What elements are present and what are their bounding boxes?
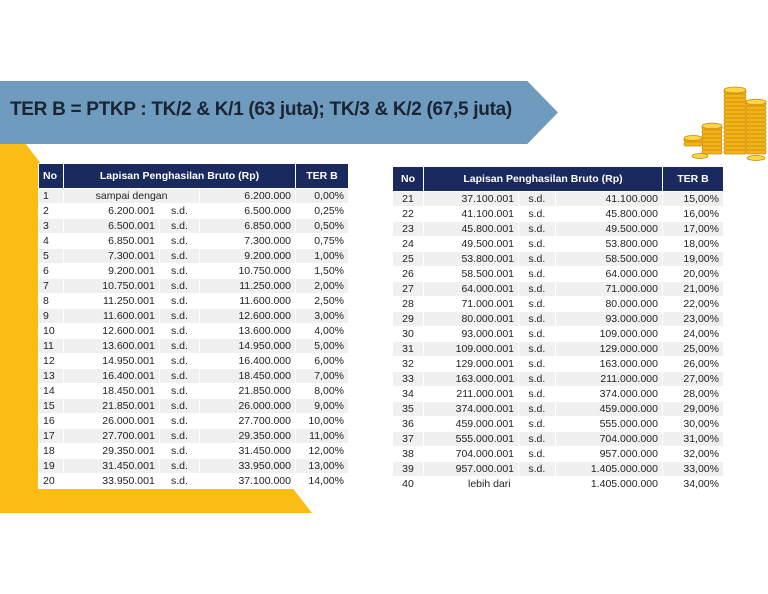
table-row [393,402,724,417]
row-number: 40 [393,477,424,492]
row-number: 14 [39,384,64,399]
range-sd: s.d. [519,342,556,357]
table-row [393,357,724,372]
row-number: 38 [393,447,424,462]
range-to: 80.000.000 [555,297,662,312]
table-row [393,267,724,282]
range-sd: s.d. [159,219,199,234]
ter-rate: 26,00% [663,357,724,372]
range-from: 6.850.001 [64,234,160,249]
table-row [39,294,349,309]
table-row [393,462,724,477]
range-sd: s.d. [159,414,199,429]
range-sd: s.d. [519,327,556,342]
table-row [39,189,349,204]
table-row [39,369,349,384]
ter-rate: 34,00% [663,477,724,492]
range-sd: s.d. [159,324,199,339]
range-from: 41.100.001 [424,207,519,222]
row-number: 15 [39,399,64,414]
range-from: 71.000.001 [424,297,519,312]
range-from: 14.950.001 [64,354,160,369]
range-sd: s.d. [159,234,199,249]
range-from: 129.000.001 [424,357,519,372]
range-to: 58.500.000 [555,252,662,267]
range-to: 163.000.000 [555,357,662,372]
table-row [39,234,349,249]
ter-rate: 1,00% [296,249,349,264]
range-from: 11.600.001 [64,309,160,324]
ter-rate: 19,00% [663,252,724,267]
range-from: 45.800.001 [424,222,519,237]
table-header-row [393,167,724,192]
range-from: 12.600.001 [64,324,160,339]
range-sd: s.d. [159,384,199,399]
range-sd: s.d. [519,312,556,327]
table-row [393,327,724,342]
ter-rate: 20,00% [663,267,724,282]
range-from: 109.000.001 [424,342,519,357]
ter-rate: 21,00% [663,282,724,297]
range-to: 27.700.000 [200,414,296,429]
col-header-range: Lapisan Penghasilan Bruto (Rp) [424,167,663,192]
range-to: 6.200.000 [200,189,296,204]
ter-rate: 0,25% [296,204,349,219]
table-row [393,297,724,312]
range-sd: s.d. [519,387,556,402]
table-row [39,279,349,294]
col-header-no: No [393,167,424,192]
col-header-no: No [39,164,64,189]
table-row [39,249,349,264]
row-number: 27 [393,282,424,297]
range-from: 31.450.001 [64,459,160,474]
row-number: 26 [393,267,424,282]
row-number: 5 [39,249,64,264]
range-from: 13.600.001 [64,339,160,354]
row-number: 23 [393,222,424,237]
table-row [393,237,724,252]
row-number: 37 [393,432,424,447]
row-number: 18 [39,444,64,459]
range-sd: s.d. [519,252,556,267]
range-to: 49.500.000 [555,222,662,237]
row-number: 21 [393,192,424,207]
range-to: 33.950.000 [200,459,296,474]
range-to: 7.300.000 [200,234,296,249]
row-number: 28 [393,297,424,312]
range-sd: s.d. [159,399,199,414]
range-from: 9.200.001 [64,264,160,279]
range-sd: s.d. [159,369,199,384]
page-title: TER B = PTKP : TK/2 & K/1 (63 juta); TK/3 & K/2 (67,5 juta) [10,99,512,120]
range-to: 704.000.000 [555,432,662,447]
ter-rate: 25,00% [663,342,724,357]
ter-rate: 0,00% [296,189,349,204]
row-number: 29 [393,312,424,327]
ter-rate: 11,00% [296,429,349,444]
ter-table-left [38,163,349,489]
range-to: 11.250.000 [200,279,296,294]
ter-rate: 10,00% [296,414,349,429]
ter-rate: 16,00% [663,207,724,222]
ter-rate: 27,00% [663,372,724,387]
ter-rate: 2,00% [296,279,349,294]
range-sd: s.d. [519,462,556,477]
ter-rate: 0,75% [296,234,349,249]
range-from: 33.950.001 [64,474,160,489]
range-to: 13.600.000 [200,324,296,339]
ter-rate: 32,00% [663,447,724,462]
range-to: 29.350.000 [200,429,296,444]
ter-rate: 15,00% [663,192,724,207]
range-to: 555.000.000 [555,417,662,432]
row-number: 4 [39,234,64,249]
col-header-ter: TER B [296,164,349,189]
table-row [39,429,349,444]
range-to: 41.100.000 [555,192,662,207]
table-row [39,384,349,399]
row-number: 30 [393,327,424,342]
ter-rate: 24,00% [663,327,724,342]
gold-coins-icon [680,82,768,162]
range-to: 129.000.000 [555,342,662,357]
row-number: 35 [393,402,424,417]
range-to: 53.800.000 [555,237,662,252]
range-from: 18.450.001 [64,384,160,399]
range-to: 21.850.000 [200,384,296,399]
range-sd: s.d. [519,282,556,297]
range-to: 1.405.000.000 [555,477,662,492]
table-row [393,342,724,357]
range-to: 459.000.000 [555,402,662,417]
range-sd: s.d. [519,432,556,447]
ter-rate: 5,00% [296,339,349,354]
table-row [39,264,349,279]
range-to: 16.400.000 [200,354,296,369]
range-sd: s.d. [519,372,556,387]
table-row [393,432,724,447]
range-to: 109.000.000 [555,327,662,342]
range-to: 31.450.000 [200,444,296,459]
range-sd: s.d. [159,249,199,264]
range-from: 555.000.001 [424,432,519,447]
table-row [393,252,724,267]
range-from: 27.700.001 [64,429,160,444]
range-sd: s.d. [159,354,199,369]
ter-rate: 30,00% [663,417,724,432]
range-to: 93.000.000 [555,312,662,327]
row-number: 1 [39,189,64,204]
range-from: 37.100.001 [424,192,519,207]
range-from: 64.000.001 [424,282,519,297]
range-from: 58.500.001 [424,267,519,282]
ter-rate: 28,00% [663,387,724,402]
table-row [393,372,724,387]
range-to: 1.405.000.000 [555,462,662,477]
range-from: 957.000.001 [424,462,519,477]
row-number: 25 [393,252,424,267]
row-number: 36 [393,417,424,432]
table-row [39,414,349,429]
range-sd: s.d. [159,474,199,489]
table-row [39,309,349,324]
row-number: 17 [39,429,64,444]
range-sd: s.d. [159,444,199,459]
range-from: 211.000.001 [424,387,519,402]
range-to: 26.000.000 [200,399,296,414]
row-number: 24 [393,237,424,252]
row-number: 3 [39,219,64,234]
ter-rate: 17,00% [663,222,724,237]
table-row [393,387,724,402]
range-to: 211.000.000 [555,372,662,387]
range-to: 12.600.000 [200,309,296,324]
row-number: 10 [39,324,64,339]
range-to: 11.600.000 [200,294,296,309]
range-sd: s.d. [519,402,556,417]
table-row [393,417,724,432]
range-sd: s.d. [519,267,556,282]
ter-rate: 8,00% [296,384,349,399]
range-sd: s.d. [519,297,556,312]
table-row [39,354,349,369]
row-number: 31 [393,342,424,357]
ter-rate: 18,00% [663,237,724,252]
ter-table-right [392,166,724,492]
table-row [393,447,724,462]
ter-rate: 23,00% [663,312,724,327]
range-from: 6.200.001 [64,204,160,219]
ter-rate: 0,50% [296,219,349,234]
ter-rate: 2,50% [296,294,349,309]
ter-rate: 9,00% [296,399,349,414]
row-number: 16 [39,414,64,429]
table-row [393,282,724,297]
range-sd: s.d. [159,429,199,444]
table-row [393,312,724,327]
row-number: 8 [39,294,64,309]
row-number: 13 [39,369,64,384]
range-sd: s.d. [519,447,556,462]
row-number: 34 [393,387,424,402]
range-sd: s.d. [519,237,556,252]
table-row [39,399,349,414]
ter-rate: 1,50% [296,264,349,279]
table-row [393,192,724,207]
range-from: 21.850.001 [64,399,160,414]
ter-rate: 3,00% [296,309,349,324]
row-number: 32 [393,357,424,372]
range-sd: s.d. [519,357,556,372]
range-from: 80.000.001 [424,312,519,327]
range-from: 10.750.001 [64,279,160,294]
range-from: 7.300.001 [64,249,160,264]
range-from: 374.000.001 [424,402,519,417]
row-number: 39 [393,462,424,477]
range-from: 26.000.001 [64,414,160,429]
range-to: 45.800.000 [555,207,662,222]
range-to: 6.500.000 [200,204,296,219]
ter-rate: 13,00% [296,459,349,474]
range-sd: s.d. [159,279,199,294]
range-sd: s.d. [519,192,556,207]
table-row [393,222,724,237]
range-from: 459.000.001 [424,417,519,432]
range-from: 704.000.001 [424,447,519,462]
range-sd: s.d. [519,417,556,432]
range-from: 6.500.001 [64,219,160,234]
table-row [39,339,349,354]
range-text: sampai dengan [64,189,200,204]
row-number: 11 [39,339,64,354]
range-from: 163.000.001 [424,372,519,387]
range-to: 37.100.000 [200,474,296,489]
table-row [39,204,349,219]
range-to: 9.200.000 [200,249,296,264]
table-row [393,477,724,492]
ter-rate: 33,00% [663,462,724,477]
row-number: 22 [393,207,424,222]
range-from: 16.400.001 [64,369,160,384]
range-sd: s.d. [159,294,199,309]
range-to: 374.000.000 [555,387,662,402]
col-header-ter: TER B [663,167,724,192]
ter-rate: 6,00% [296,354,349,369]
range-sd: s.d. [519,222,556,237]
table-row [39,444,349,459]
range-text: lebih dari [424,477,556,492]
row-number: 9 [39,309,64,324]
range-to: 10.750.000 [200,264,296,279]
row-number: 2 [39,204,64,219]
range-to: 14.950.000 [200,339,296,354]
range-from: 93.000.001 [424,327,519,342]
range-to: 6.850.000 [200,219,296,234]
range-from: 29.350.001 [64,444,160,459]
col-header-range: Lapisan Penghasilan Bruto (Rp) [64,164,296,189]
range-to: 18.450.000 [200,369,296,384]
range-sd: s.d. [159,264,199,279]
row-number: 7 [39,279,64,294]
range-to: 957.000.000 [555,447,662,462]
row-number: 6 [39,264,64,279]
ter-rate: 31,00% [663,432,724,447]
row-number: 19 [39,459,64,474]
ter-rate: 4,00% [296,324,349,339]
range-sd: s.d. [519,207,556,222]
ter-rate: 12,00% [296,444,349,459]
table-row [393,207,724,222]
ter-rate: 29,00% [663,402,724,417]
range-from: 49.500.001 [424,237,519,252]
range-sd: s.d. [159,459,199,474]
range-sd: s.d. [159,309,199,324]
range-from: 11.250.001 [64,294,160,309]
table-row [39,219,349,234]
row-number: 12 [39,354,64,369]
table-header-row [39,164,349,189]
row-number: 20 [39,474,64,489]
table-body-right [393,192,724,492]
range-to: 71.000.000 [555,282,662,297]
ter-rate: 7,00% [296,369,349,384]
table-row [39,474,349,489]
ter-rate: 22,00% [663,297,724,312]
range-from: 53.800.001 [424,252,519,267]
row-number: 33 [393,372,424,387]
ter-rate: 14,00% [296,474,349,489]
range-to: 64.000.000 [555,267,662,282]
table-row [39,324,349,339]
table-row [39,459,349,474]
table-body-left [39,189,349,489]
range-sd: s.d. [159,204,199,219]
range-sd: s.d. [159,339,199,354]
